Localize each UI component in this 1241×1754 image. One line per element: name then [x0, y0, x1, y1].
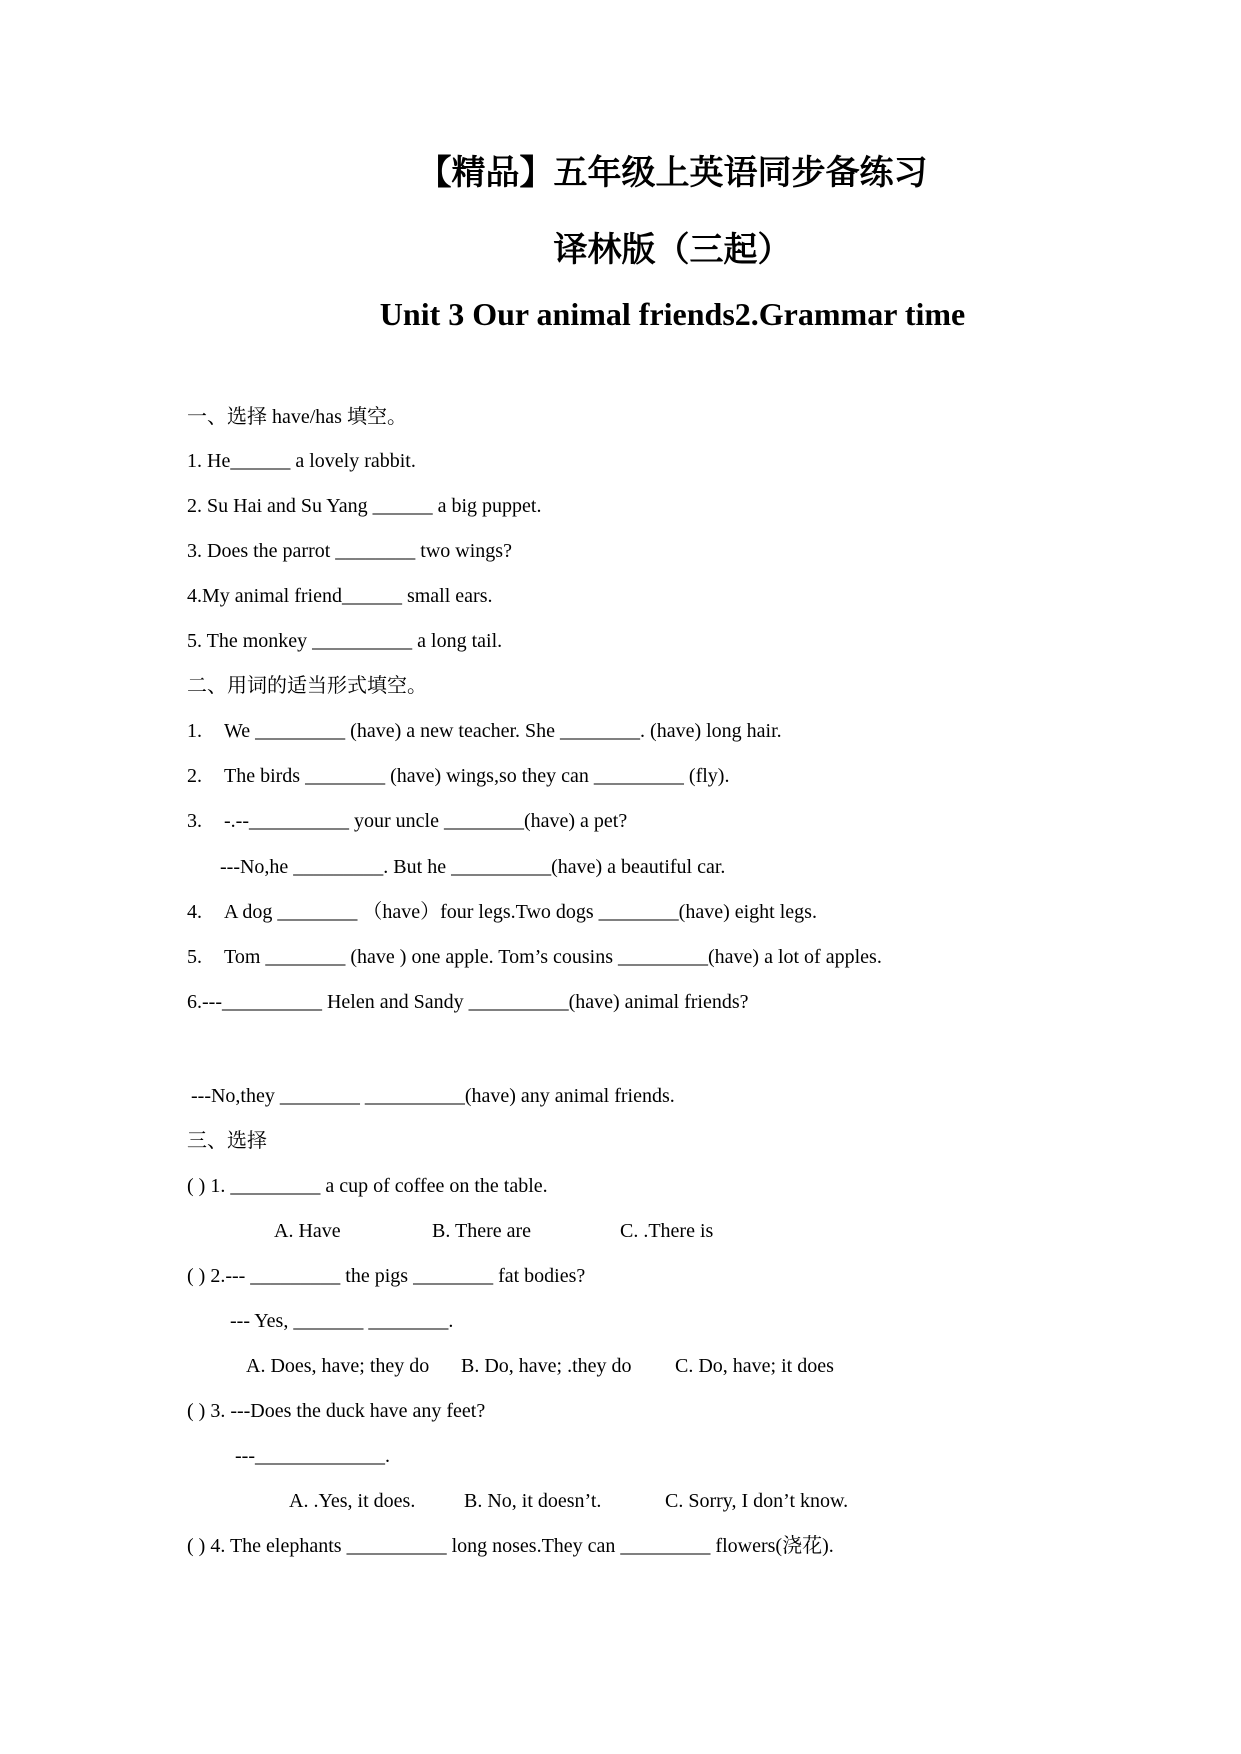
section3-question-3: ( ) 3. ---Does the duck have any feet?	[187, 1400, 486, 1422]
section2-item-1-number: 1.	[187, 720, 202, 742]
section3-q1-option-b: B. There are	[432, 1220, 532, 1242]
section3-q2-option-a: A. Does, have; they do	[246, 1355, 430, 1377]
section1-item-4: 4.My animal friend______ small ears.	[187, 585, 493, 607]
section3-q3-option-c: C. Sorry, I don’t know.	[665, 1490, 849, 1512]
section2-item-2-number: 2.	[187, 765, 202, 787]
section1-item-5: 5. The monkey __________ a long tail.	[187, 630, 503, 652]
section3-q2-option-b: B. Do, have; .they do	[461, 1355, 632, 1377]
section3-heading: 三、选择	[187, 1130, 267, 1152]
section1-heading: 一、选择 have/has 填空。	[187, 406, 407, 428]
title-line-3: Unit 3 Our animal friends2.Grammar time	[379, 296, 966, 332]
section2-item-5-text: Tom ________ (have ) one apple. Tom’s cousins _________(have) a lot of apples.	[224, 946, 882, 968]
section3-q3-option-b: B. No, it doesn’t.	[464, 1490, 602, 1512]
section3-q3-option-a: A. .Yes, it does.	[289, 1490, 416, 1512]
section2-item-4-text: A dog ________ （have）four legs.Two dogs ________(have) eight legs.	[224, 901, 817, 923]
title-line-2: 译林版（三起）	[553, 232, 792, 269]
section2-item-3-text: -.--__________ your uncle ________(have) a pet?	[224, 810, 628, 832]
section2-item-3-number: 3.	[187, 810, 202, 832]
section2-item-5-number: 5.	[187, 946, 202, 968]
section2-item-1-text: We _________ (have) a new teacher. She ________. (have) long hair.	[224, 720, 782, 742]
section2-heading: 二、用词的适当形式填空。	[187, 675, 427, 697]
section2-item-4-number: 4.	[187, 901, 202, 923]
section1-item-3: 3. Does the parrot ________ two wings?	[187, 540, 512, 562]
section1-item-2: 2. Su Hai and Su Yang ______ a big puppet.	[187, 495, 542, 517]
section3-question-4: ( ) 4. The elephants __________ long noses.They can _________ flowers(浇花).	[187, 1535, 834, 1557]
section2-item-6: 6.---__________ Helen and Sandy __________(have) animal friends?	[187, 991, 749, 1013]
section1-item-1: 1. He______ a lovely rabbit.	[187, 450, 416, 472]
section3-q1-option-a: A. Have	[274, 1220, 341, 1242]
section3-question-2: ( ) 2.--- _________ the pigs ________ fat bodies?	[187, 1265, 586, 1287]
section3-q1-option-c: C. .There is	[620, 1220, 714, 1242]
section3-q2-answer: --- Yes, _______ ________.	[230, 1310, 454, 1332]
title-line-1: 【精品】五年级上英语同步备练习	[417, 155, 928, 192]
section2-item-3-answer: ---No,he _________. But he __________(have) a beautiful car.	[220, 856, 726, 878]
section3-question-1: ( ) 1. _________ a cup of coffee on the table.	[187, 1175, 548, 1197]
section2-item-6-answer: ---No,they ________ __________(have) any animal friends.	[191, 1085, 675, 1107]
section2-item-2-text: The birds ________ (have) wings,so they can _________ (fly).	[224, 765, 730, 787]
section3-q3-answer: ---_____________.	[235, 1445, 390, 1467]
section3-q2-option-c: C. Do, have; it does	[675, 1355, 834, 1377]
